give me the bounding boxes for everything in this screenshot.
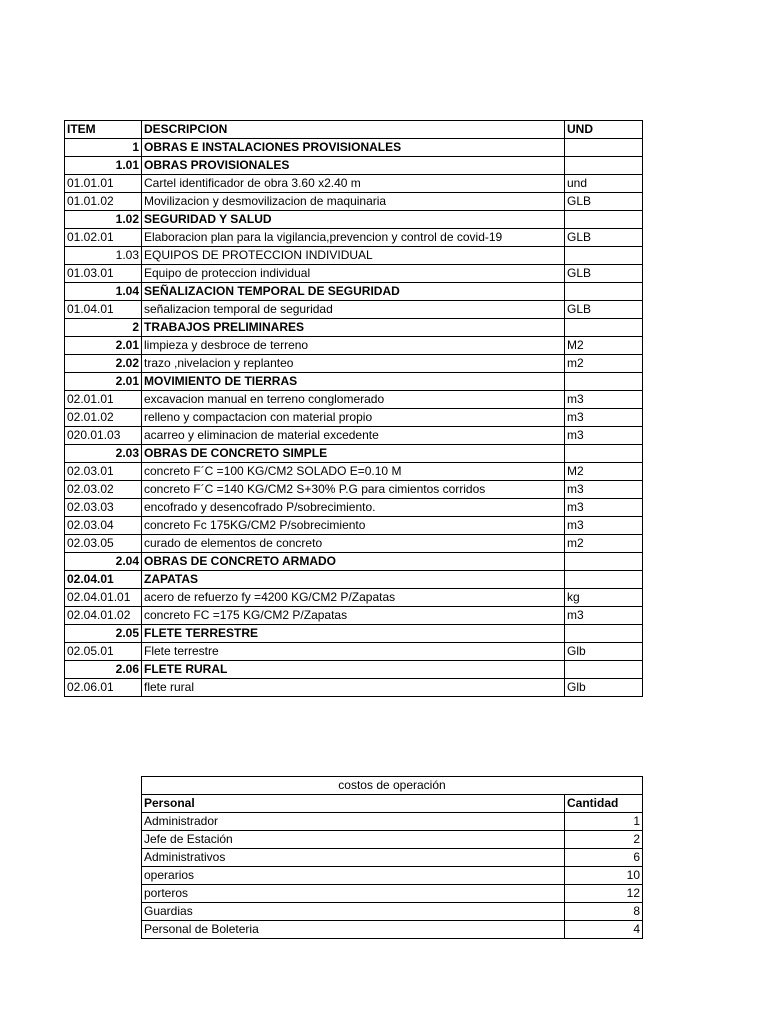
description-cell: flete rural bbox=[142, 679, 565, 697]
unit-cell bbox=[565, 319, 643, 337]
costs-row bbox=[142, 813, 643, 831]
budget-table-body bbox=[65, 121, 643, 697]
budget-row bbox=[65, 427, 643, 445]
description-cell: SEÑALIZACION TEMPORAL DE SEGURIDAD bbox=[142, 283, 565, 301]
personal-cell: Guardias bbox=[142, 903, 565, 921]
unit-cell bbox=[565, 445, 643, 463]
description-cell: SEGURIDAD Y SALUD bbox=[142, 211, 565, 229]
description-cell: OBRAS DE CONCRETO ARMADO bbox=[142, 553, 565, 571]
budget-row bbox=[65, 139, 643, 157]
item-cell: 02.01.02 bbox=[65, 409, 142, 427]
quantity-cell: 6 bbox=[565, 849, 643, 867]
unit-cell: m3 bbox=[565, 499, 643, 517]
item-cell: 2.03 bbox=[65, 445, 142, 463]
unit-cell: m3 bbox=[565, 409, 643, 427]
item-cell: 020.01.03 bbox=[65, 427, 142, 445]
budget-row bbox=[65, 373, 643, 391]
description-cell: excavacion manual en terreno conglomerado bbox=[142, 391, 565, 409]
unit-cell bbox=[565, 553, 643, 571]
unit-cell: M2 bbox=[565, 337, 643, 355]
description-cell: limpieza y desbroce de terreno bbox=[142, 337, 565, 355]
item-cell: 2 bbox=[65, 319, 142, 337]
item-cell: 02.01.01 bbox=[65, 391, 142, 409]
unit-cell: m3 bbox=[565, 517, 643, 535]
description-cell: OBRAS PROVISIONALES bbox=[142, 157, 565, 175]
description-cell: ZAPATAS bbox=[142, 571, 565, 589]
description-cell: FLETE TERRESTRE bbox=[142, 625, 565, 643]
budget-row bbox=[65, 499, 643, 517]
unit-cell bbox=[565, 157, 643, 175]
unit-cell bbox=[565, 283, 643, 301]
budget-row bbox=[65, 571, 643, 589]
budget-header-row bbox=[65, 121, 643, 139]
description-cell: concreto FC =175 KG/CM2 P/Zapatas bbox=[142, 607, 565, 625]
item-cell: 02.03.02 bbox=[65, 481, 142, 499]
budget-row bbox=[65, 211, 643, 229]
unit-cell: kg bbox=[565, 589, 643, 607]
item-header: ITEM bbox=[65, 121, 142, 139]
description-cell: concreto F´C =140 KG/CM2 S+30% P.G para cimientos corridos bbox=[142, 481, 565, 499]
budget-row bbox=[65, 391, 643, 409]
description-cell: trazo ,nivelacion y replanteo bbox=[142, 355, 565, 373]
operating-costs-body bbox=[142, 777, 643, 939]
costs-row bbox=[142, 831, 643, 849]
unit-cell: GLB bbox=[565, 193, 643, 211]
item-cell: 01.01.01 bbox=[65, 175, 142, 193]
budget-row bbox=[65, 679, 643, 697]
quantity-cell: 10 bbox=[565, 867, 643, 885]
quantity-cell: 2 bbox=[565, 831, 643, 849]
description-cell: concreto Fc 175KG/CM2 P/sobrecimiento bbox=[142, 517, 565, 535]
budget-row bbox=[65, 445, 643, 463]
unit-cell bbox=[565, 139, 643, 157]
budget-row bbox=[65, 589, 643, 607]
item-cell: 02.03.05 bbox=[65, 535, 142, 553]
item-cell: 02.05.01 bbox=[65, 643, 142, 661]
item-cell: 1 bbox=[65, 139, 142, 157]
unit-cell: m3 bbox=[565, 427, 643, 445]
item-cell: 01.03.01 bbox=[65, 265, 142, 283]
item-cell: 02.04.01.01 bbox=[65, 589, 142, 607]
item-cell: 2.05 bbox=[65, 625, 142, 643]
budget-row bbox=[65, 175, 643, 193]
budget-row bbox=[65, 337, 643, 355]
unit-cell: m3 bbox=[565, 481, 643, 499]
unit-cell bbox=[565, 211, 643, 229]
budget-row bbox=[65, 463, 643, 481]
description-cell: TRABAJOS PRELIMINARES bbox=[142, 319, 565, 337]
item-cell: 2.01 bbox=[65, 373, 142, 391]
unit-cell: Glb bbox=[565, 679, 643, 697]
item-cell: 1.02 bbox=[65, 211, 142, 229]
budget-row bbox=[65, 535, 643, 553]
unit-cell bbox=[565, 625, 643, 643]
budget-table bbox=[64, 120, 643, 697]
costs-row bbox=[142, 921, 643, 939]
quantity-cell: 8 bbox=[565, 903, 643, 921]
budget-row bbox=[65, 193, 643, 211]
unit-cell: m2 bbox=[565, 535, 643, 553]
description-cell: Equipo de proteccion individual bbox=[142, 265, 565, 283]
budget-row bbox=[65, 607, 643, 625]
item-cell: 02.06.01 bbox=[65, 679, 142, 697]
quantity-cell: 1 bbox=[565, 813, 643, 831]
budget-row bbox=[65, 661, 643, 679]
description-cell: señalizacion temporal de seguridad bbox=[142, 301, 565, 319]
quantity-cell: 4 bbox=[565, 921, 643, 939]
item-cell: 1.03 bbox=[65, 247, 142, 265]
budget-row bbox=[65, 355, 643, 373]
unit-cell: m3 bbox=[565, 607, 643, 625]
costs-title: costos de operación bbox=[142, 777, 643, 795]
item-cell: 02.03.03 bbox=[65, 499, 142, 517]
unit-cell: und bbox=[565, 175, 643, 193]
budget-row bbox=[65, 643, 643, 661]
budget-row bbox=[65, 553, 643, 571]
item-cell: 01.01.02 bbox=[65, 193, 142, 211]
quantity-header: Cantidad bbox=[565, 795, 643, 813]
personal-cell: Administrativos bbox=[142, 849, 565, 867]
costs-row bbox=[142, 903, 643, 921]
personal-cell: Personal de Boleteria bbox=[142, 921, 565, 939]
budget-row bbox=[65, 157, 643, 175]
description-cell: OBRAS E INSTALACIONES PROVISIONALES bbox=[142, 139, 565, 157]
personal-cell: operarios bbox=[142, 867, 565, 885]
unit-cell bbox=[565, 571, 643, 589]
item-cell: 02.04.01.02 bbox=[65, 607, 142, 625]
unit-cell: GLB bbox=[565, 265, 643, 283]
description-cell: encofrado y desencofrado P/sobrecimiento. bbox=[142, 499, 565, 517]
description-header: DESCRIPCION bbox=[142, 121, 565, 139]
item-cell: 2.01 bbox=[65, 337, 142, 355]
item-cell: 01.04.01 bbox=[65, 301, 142, 319]
unit-header: UND bbox=[565, 121, 643, 139]
personal-cell: Administrador bbox=[142, 813, 565, 831]
costs-row bbox=[142, 849, 643, 867]
description-cell: MOVIMIENTO DE TIERRAS bbox=[142, 373, 565, 391]
description-cell: acero de refuerzo fy =4200 KG/CM2 P/Zapatas bbox=[142, 589, 565, 607]
unit-cell bbox=[565, 247, 643, 265]
item-cell: 1.04 bbox=[65, 283, 142, 301]
costs-header-row bbox=[142, 795, 643, 813]
unit-cell: m2 bbox=[565, 355, 643, 373]
item-cell: 02.03.04 bbox=[65, 517, 142, 535]
budget-row bbox=[65, 283, 643, 301]
description-cell: concreto F´C =100 KG/CM2 SOLADO E=0.10 M bbox=[142, 463, 565, 481]
costs-row bbox=[142, 867, 643, 885]
budget-row bbox=[65, 301, 643, 319]
budget-row bbox=[65, 319, 643, 337]
budget-row bbox=[65, 481, 643, 499]
unit-cell bbox=[565, 373, 643, 391]
costs-title-row bbox=[142, 777, 643, 795]
description-cell: OBRAS DE CONCRETO SIMPLE bbox=[142, 445, 565, 463]
quantity-cell: 12 bbox=[565, 885, 643, 903]
item-cell: 02.04.01 bbox=[65, 571, 142, 589]
description-cell: Movilizacion y desmovilizacion de maquinaria bbox=[142, 193, 565, 211]
description-cell: FLETE RURAL bbox=[142, 661, 565, 679]
budget-row bbox=[65, 625, 643, 643]
item-cell: 2.04 bbox=[65, 553, 142, 571]
budget-row bbox=[65, 409, 643, 427]
item-cell: 01.02.01 bbox=[65, 229, 142, 247]
personal-cell: porteros bbox=[142, 885, 565, 903]
description-cell: Cartel identificador de obra 3.60 x2.40 m bbox=[142, 175, 565, 193]
costs-row bbox=[142, 885, 643, 903]
unit-cell: M2 bbox=[565, 463, 643, 481]
unit-cell: GLB bbox=[565, 229, 643, 247]
item-cell: 2.02 bbox=[65, 355, 142, 373]
description-cell: Elaboracion plan para la vigilancia,prevencion y control de covid-19 bbox=[142, 229, 565, 247]
personal-cell: Jefe de Estación bbox=[142, 831, 565, 849]
description-cell: EQUIPOS DE PROTECCION INDIVIDUAL bbox=[142, 247, 565, 265]
description-cell: relleno y compactacion con material propio bbox=[142, 409, 565, 427]
description-cell: curado de elementos de concreto bbox=[142, 535, 565, 553]
description-cell: acarreo y eliminacion de material excedente bbox=[142, 427, 565, 445]
item-cell: 2.06 bbox=[65, 661, 142, 679]
budget-row bbox=[65, 229, 643, 247]
budget-row bbox=[65, 247, 643, 265]
budget-row bbox=[65, 265, 643, 283]
unit-cell: m3 bbox=[565, 391, 643, 409]
personal-header: Personal bbox=[142, 795, 565, 813]
unit-cell: GLB bbox=[565, 301, 643, 319]
budget-row bbox=[65, 517, 643, 535]
unit-cell: Glb bbox=[565, 643, 643, 661]
unit-cell bbox=[565, 661, 643, 679]
item-cell: 1.01 bbox=[65, 157, 142, 175]
item-cell: 02.03.01 bbox=[65, 463, 142, 481]
description-cell: Flete terrestre bbox=[142, 643, 565, 661]
operating-costs-table bbox=[141, 776, 643, 939]
